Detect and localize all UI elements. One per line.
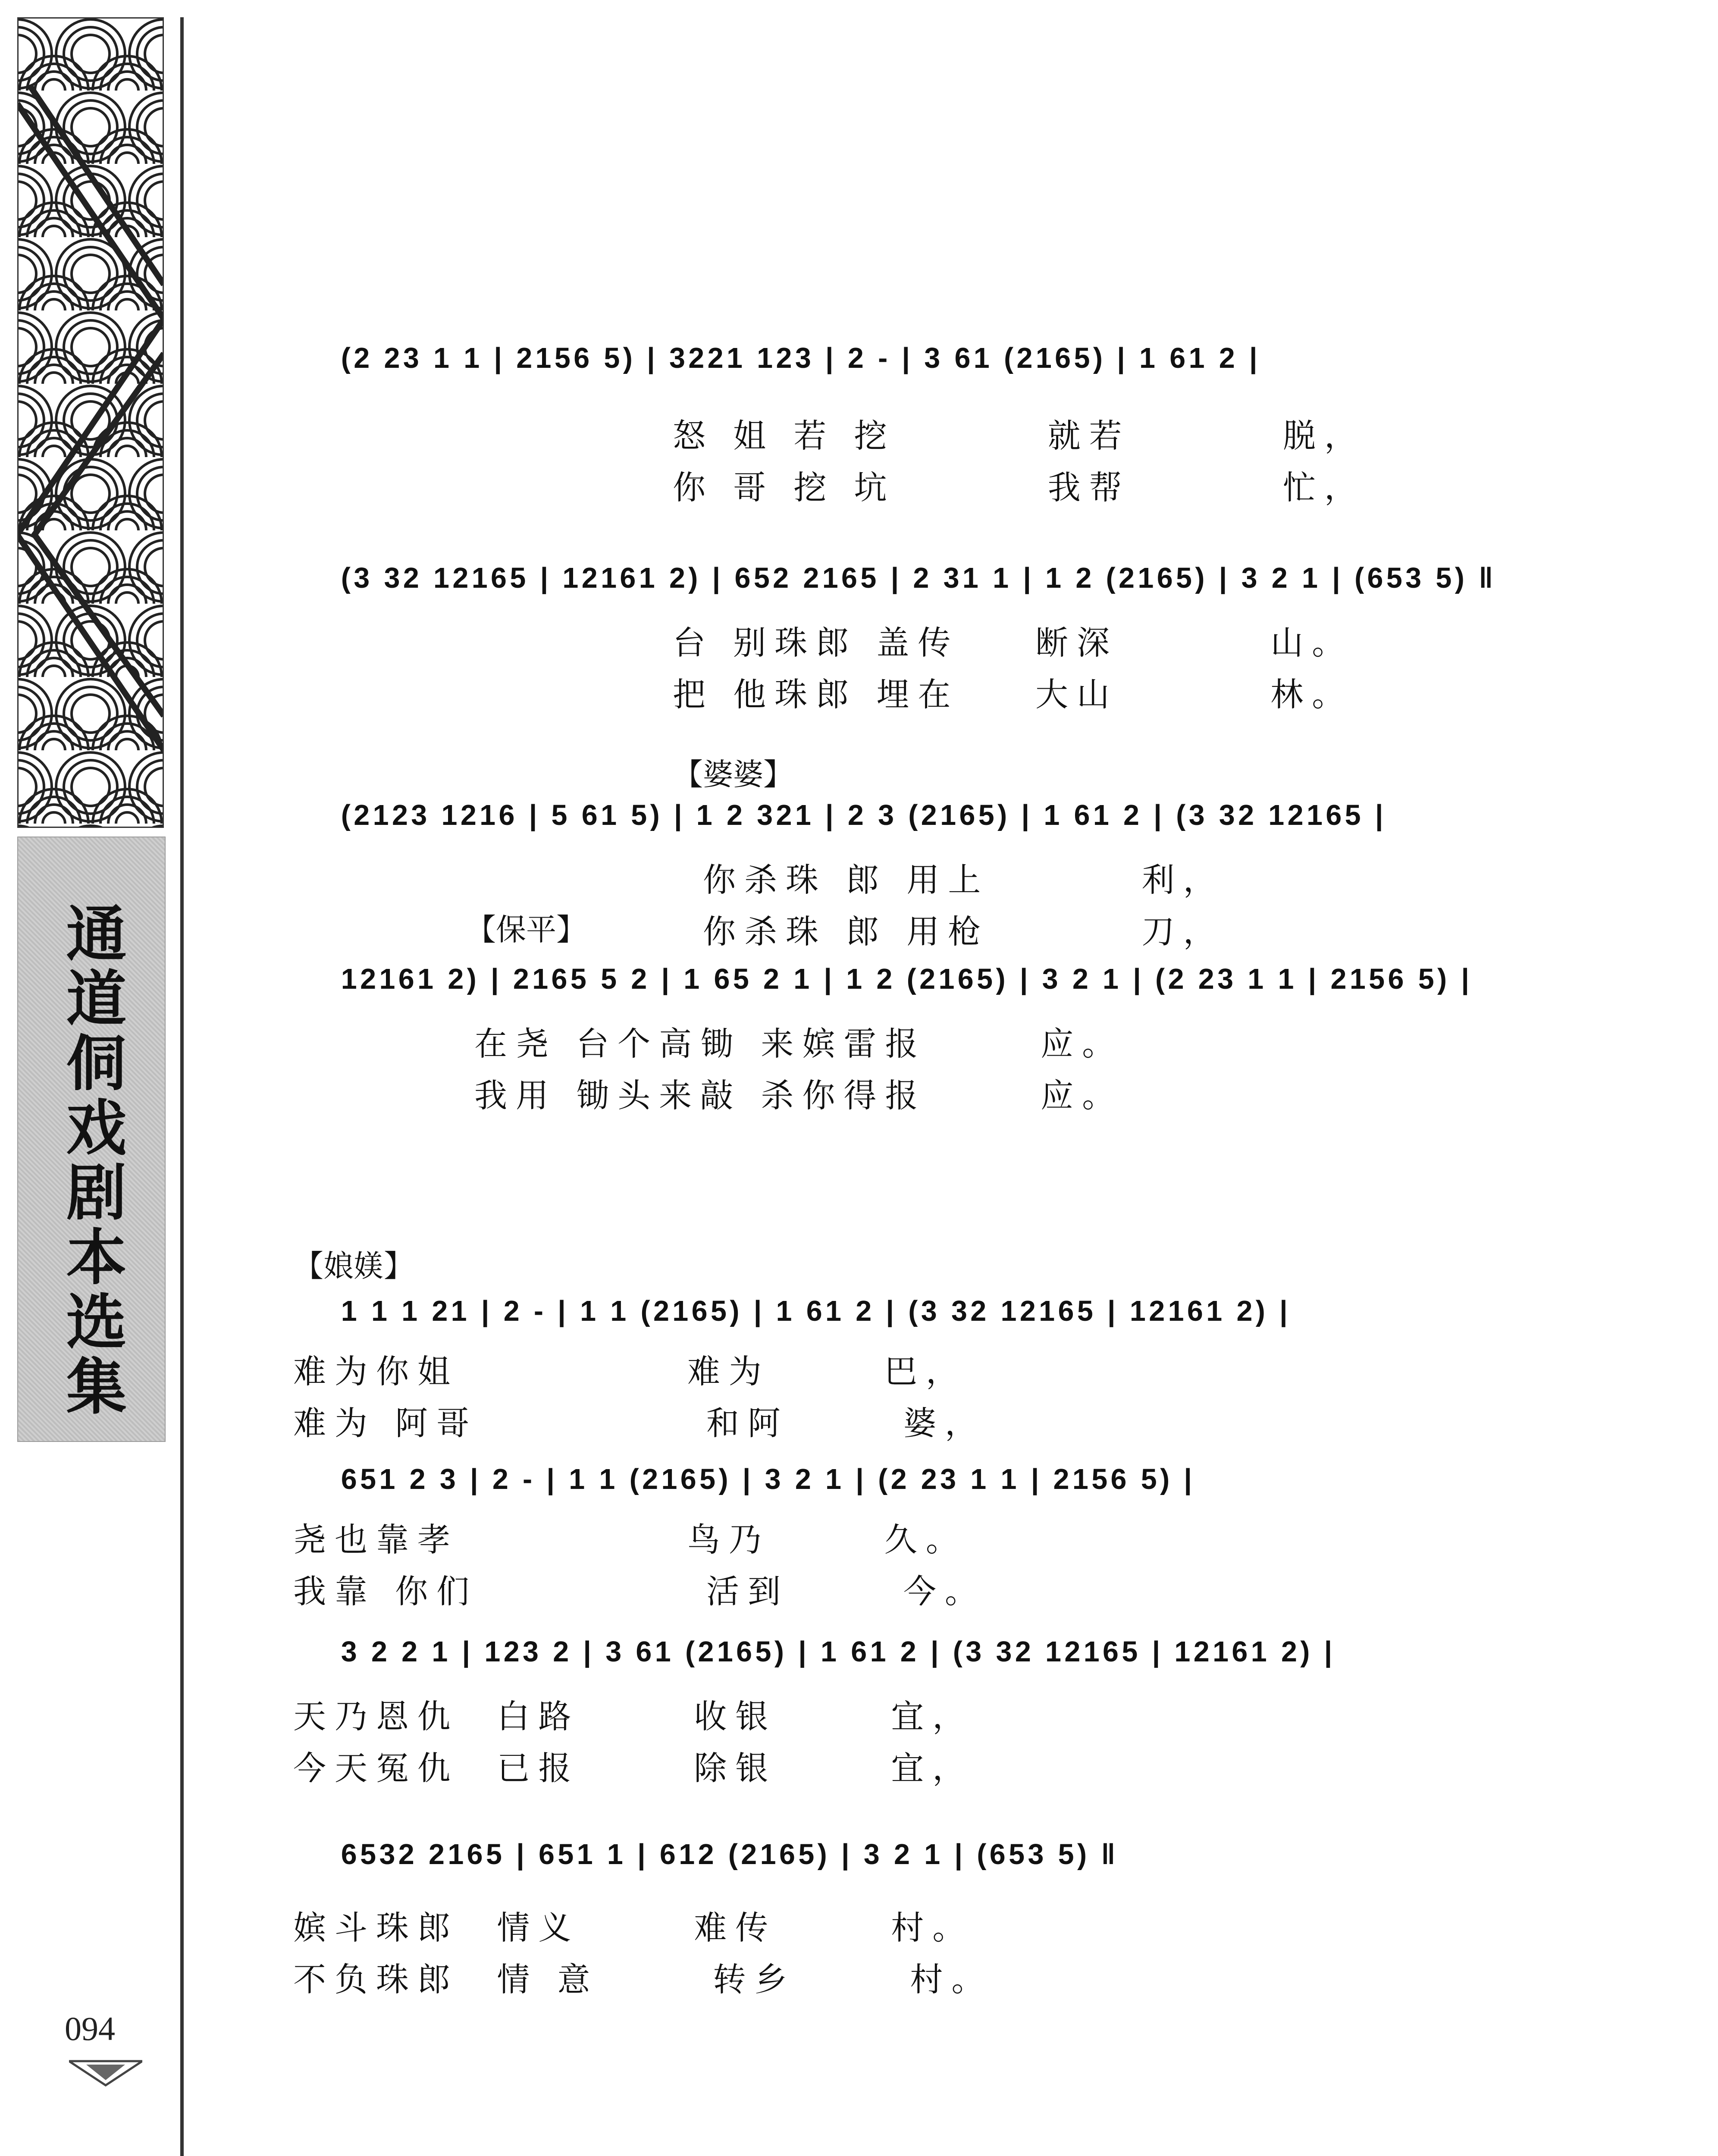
lyric-line: 把 他珠郎 埋在 大山 林。 (673, 675, 1354, 714)
role-label: 【娘媄】 (293, 1248, 414, 1284)
notation-text: 12161 2) | 2165 5 2 | 1 65 2 1 | 1 2 (2165) | 3 2 1 | (2 23 1 1 | 2156 5) | (341, 963, 1473, 996)
notation-text: 1 1 1 21 | 2 - | 1 1 (2165) | 1 61 2 | (3 32 12165 | 12161 2) | (341, 1295, 1291, 1328)
lyric-line: 在尧 台个高锄 来嫔雷报 应。 (474, 1025, 1124, 1063)
notation-line (293, 332, 1535, 384)
notation-line (293, 1285, 1535, 1337)
notation-line (293, 1828, 1535, 1880)
lyric-line: 台 别珠郎 盖传 断深 山。 (673, 624, 1354, 662)
lyric-line: 你 哥 挖 坑 我帮 忙， (673, 468, 1366, 507)
notation-line (293, 789, 1535, 841)
lyric-line: 我靠 你们 活到 今。 (293, 1572, 987, 1611)
score-system (293, 1626, 1535, 1815)
notation-line (293, 1453, 1535, 1505)
score-system (293, 552, 1535, 755)
score-system (293, 1453, 1535, 1643)
lyric-line: 你杀珠 郎 用枪 刀， (703, 912, 1225, 951)
notation-text: (3 32 12165 | 12161 2) | 652 2165 | 2 31 1 | 1 2 (2165) | 3 2 1 | (653 5) ‖ (341, 562, 1496, 595)
notation-text: 6532 2165 | 651 1 | 612 (2165) | 3 2 1 | (653 5) ‖ (341, 1839, 1119, 1871)
notation-line (293, 1626, 1535, 1677)
score-system (293, 897, 1535, 1138)
page-number: 094 (65, 2010, 115, 2047)
lyric-line: 不负珠郎 情 意 转乡 村。 (293, 1960, 993, 1999)
score-system (293, 1242, 1535, 1466)
lyric-line: 天乃恩仇 白路 收银 宜， (293, 1697, 974, 1736)
lyric-line: 怒 姐 若 挖 就若 脱， (673, 417, 1366, 455)
notation-line (293, 953, 1535, 1005)
score-system (293, 332, 1535, 535)
notation-text: (2123 1216 | 5 61 5) | 1 2 321 | 2 3 (2165) | 1 61 2 | (3 32 12165 | (341, 799, 1386, 832)
role-label: 【保平】 (466, 912, 586, 947)
notation-line (293, 552, 1535, 604)
lyric-line: 嫔斗珠郎 情义 难传 村。 (293, 1908, 974, 1947)
lyric-line: 今天冤仇 已报 除银 宜， (293, 1749, 974, 1787)
role-label: 【婆婆】 (673, 757, 793, 792)
lyric-line: 尧也靠孝 鸟乃 久。 (293, 1520, 967, 1559)
notation-text: 651 2 3 | 2 - | 1 1 (2165) | 3 2 1 | (2 23 1 1 | 2156 5) | (341, 1463, 1195, 1496)
notation-text: (2 23 1 1 | 2156 5) | 3221 123 | 2 - | 3 61 (2165) | 1 61 2 | (341, 342, 1260, 375)
lyric-line: 难为 阿哥 和阿 婆， (293, 1404, 987, 1442)
book-title: 通道侗戏剧本选集 (56, 902, 127, 1420)
score-system (293, 1828, 1535, 2018)
lyric-line: 难为你姐 难为 巴， (293, 1352, 967, 1391)
lyric-line: 你杀珠 郎 用上 利， (703, 861, 1225, 899)
lyric-line: 我用 锄头来敲 杀你得报 应。 (474, 1076, 1124, 1115)
notation-text: 3 2 2 1 | 123 2 | 3 61 (2165) | 1 61 2 | (3 32 12165 | 12161 2) | (341, 1636, 1336, 1668)
